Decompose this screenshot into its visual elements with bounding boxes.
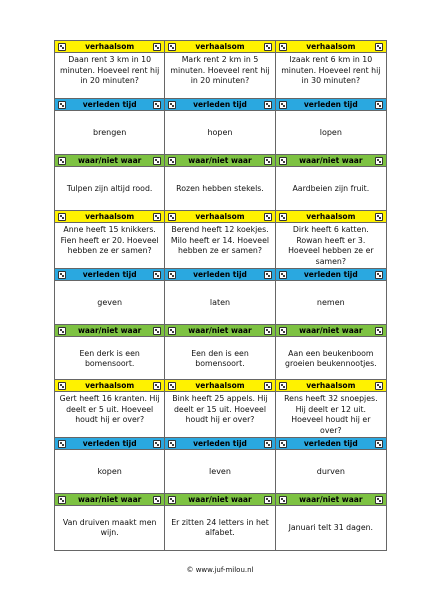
true-false-header: [165, 325, 274, 337]
die-icon: [168, 496, 176, 504]
true-false-header: [276, 494, 386, 506]
die-icon: [279, 101, 287, 109]
statement: Een den is een bomensoort.: [191, 348, 249, 368]
die-icon: [264, 440, 272, 448]
true-false-header: [276, 155, 386, 167]
die-icon: [264, 43, 272, 51]
die-icon: [279, 496, 287, 504]
card: [55, 380, 165, 550]
die-icon: [153, 101, 161, 109]
story-label: verhaalsom: [85, 380, 135, 390]
story-question: Mark rent 2 km in 5 minuten. Hoeveel rent hij in 20 minuten?: [165, 53, 274, 99]
past-tense-label: verleden tijd: [303, 269, 358, 279]
die-icon: [153, 327, 161, 335]
past-tense-header: [276, 269, 386, 281]
true-false-header: [55, 325, 164, 337]
die-icon: [375, 43, 383, 51]
story-question: Dirk heeft 6 katten. Rowan heeft er 3. Hoeveel hebben ze er samen?: [276, 223, 386, 269]
die-icon: [58, 43, 66, 51]
story-header: [276, 211, 386, 223]
card: [165, 380, 275, 550]
card: [165, 41, 275, 211]
card: [165, 211, 275, 381]
verb: lopen: [276, 111, 386, 155]
die-icon: [168, 440, 176, 448]
die-icon: [168, 101, 176, 109]
true-false-label: waar/niet waar: [77, 494, 142, 504]
true-false-header: [165, 494, 274, 506]
story-question: Berend heeft 12 koekjes. Milo heeft er 14. Hoeveel hebben ze er samen?: [165, 223, 274, 269]
die-icon: [279, 440, 287, 448]
card: [276, 41, 386, 211]
story-label: verhaalsom: [306, 41, 356, 51]
past-tense-label: verleden tijd: [82, 269, 137, 279]
die-icon: [168, 271, 176, 279]
past-tense-label: verleden tijd: [82, 99, 137, 109]
die-icon: [264, 271, 272, 279]
true-false-label: waar/niet waar: [299, 325, 363, 335]
verb: kopen: [55, 450, 164, 494]
card-row: [55, 211, 386, 381]
die-icon: [375, 157, 383, 165]
true-false-label: waar/niet waar: [299, 155, 363, 165]
past-tense-label: verleden tijd: [193, 99, 247, 109]
verb: durven: [276, 450, 386, 494]
story-question: Rens heeft 32 snoepjes. Hij deelt er 12 uit. Hoeveel houdt hij er over?: [276, 392, 386, 438]
verb: nemen: [276, 281, 386, 325]
story-label: verhaalsom: [195, 211, 245, 221]
verb: brengen: [55, 111, 164, 155]
die-icon: [375, 213, 383, 221]
die-icon: [264, 327, 272, 335]
past-tense-header: [276, 438, 386, 450]
die-icon: [375, 440, 383, 448]
die-icon: [58, 213, 66, 221]
die-icon: [264, 157, 272, 165]
story-header: [55, 380, 164, 392]
card-row: [55, 380, 386, 550]
past-tense-header: [165, 269, 274, 281]
verb: leven: [165, 450, 274, 494]
card-sheet-2: [54, 210, 387, 382]
die-icon: [168, 43, 176, 51]
die-icon: [153, 382, 161, 390]
die-icon: [153, 496, 161, 504]
story-label: verhaalsom: [306, 211, 356, 221]
story-label: verhaalsom: [306, 380, 356, 390]
die-icon: [375, 327, 383, 335]
past-tense-label: verleden tijd: [303, 99, 358, 109]
verb: geven: [55, 281, 164, 325]
story-label: verhaalsom: [195, 380, 245, 390]
card-sheet-3: [54, 379, 387, 551]
past-tense-label: verleden tijd: [193, 269, 247, 279]
story-header: [165, 380, 274, 392]
statement: Er zitten 24 letters in het alfabet.: [171, 517, 269, 537]
story-header-row: [55, 41, 386, 211]
story-header: [276, 41, 386, 53]
story-label: verhaalsom: [85, 211, 135, 221]
past-tense-header: [55, 269, 164, 281]
card-sheet-1: [54, 40, 387, 212]
statement: Rozen hebben stekels.: [176, 183, 264, 193]
die-icon: [264, 382, 272, 390]
die-icon: [168, 382, 176, 390]
footer-copyright: © www.juf-milou.nl: [186, 566, 254, 574]
story-question: Bink heeft 25 appels. Hij deelt er 15 uit. Hoeveel houdt hij er over?: [165, 392, 274, 438]
true-false-header: [165, 155, 274, 167]
true-false-header: [55, 494, 164, 506]
die-icon: [168, 157, 176, 165]
story-label: verhaalsom: [85, 41, 135, 51]
card: [276, 380, 386, 550]
true-false-header: [55, 155, 164, 167]
statement: Januari telt 31 dagen.: [288, 522, 374, 532]
true-false-header: [276, 325, 386, 337]
true-false-label: waar/niet waar: [77, 325, 142, 335]
verb: hopen: [165, 111, 274, 155]
story-question: Izaak rent 6 km in 10 minuten. Hoeveel rent hij in 30 minuten?: [276, 53, 386, 99]
die-icon: [168, 213, 176, 221]
story-header: [165, 211, 274, 223]
true-false-label: waar/niet waar: [299, 494, 363, 504]
die-icon: [58, 101, 66, 109]
story-header: [55, 41, 164, 53]
past-tense-header: [165, 438, 274, 450]
past-tense-header: [55, 438, 164, 450]
die-icon: [375, 271, 383, 279]
die-icon: [58, 327, 66, 335]
die-icon: [375, 382, 383, 390]
past-tense-label: verleden tijd: [82, 438, 137, 448]
past-tense-label: verleden tijd: [193, 438, 247, 448]
story-question: Anne heeft 15 knikkers. Fien heeft er 20. Hoeveel hebben ze er samen?: [55, 223, 164, 269]
story-header: [165, 41, 274, 53]
past-tense-label: verleden tijd: [303, 438, 358, 448]
statement: Aan een beukenboom groeien beukennootjes.: [285, 348, 377, 368]
true-false-label: waar/niet waar: [188, 155, 252, 165]
die-icon: [264, 496, 272, 504]
die-icon: [58, 440, 66, 448]
die-icon: [264, 101, 272, 109]
past-tense-header: [276, 99, 386, 111]
past-tense-header: [55, 99, 164, 111]
card: [55, 211, 165, 381]
die-icon: [58, 382, 66, 390]
statement: Aardbeien zijn fruit.: [292, 183, 370, 193]
statement: Van druiven maakt men wijn.: [62, 517, 157, 537]
die-icon: [153, 440, 161, 448]
statement: Tulpen zijn altijd rood.: [66, 183, 153, 193]
die-icon: [153, 157, 161, 165]
die-icon: [375, 101, 383, 109]
story-question: Gert heeft 16 kranten. Hij deelt er 5 uit. Hoeveel houdt hij er over?: [55, 392, 164, 438]
past-tense-header: [165, 99, 274, 111]
die-icon: [58, 271, 66, 279]
true-false-label: waar/niet waar: [188, 325, 252, 335]
die-icon: [153, 271, 161, 279]
die-icon: [375, 496, 383, 504]
card: [276, 211, 386, 381]
die-icon: [279, 382, 287, 390]
die-icon: [153, 43, 161, 51]
die-icon: [58, 496, 66, 504]
story-question: Daan rent 3 km in 10 minuten. Hoeveel rent hij in 20 minuten?: [55, 53, 164, 99]
card: [55, 41, 165, 211]
true-false-label: waar/niet waar: [188, 494, 252, 504]
story-header: [276, 380, 386, 392]
die-icon: [279, 43, 287, 51]
die-icon: [279, 157, 287, 165]
die-icon: [279, 213, 287, 221]
die-icon: [264, 213, 272, 221]
die-icon: [279, 327, 287, 335]
die-icon: [153, 213, 161, 221]
true-false-label: waar/niet waar: [77, 155, 142, 165]
statement: Een derk is een bomensoort.: [79, 348, 140, 368]
verb: laten: [165, 281, 274, 325]
story-header: [55, 211, 164, 223]
die-icon: [279, 271, 287, 279]
die-icon: [168, 327, 176, 335]
die-icon: [58, 157, 66, 165]
story-label: verhaalsom: [195, 41, 245, 51]
